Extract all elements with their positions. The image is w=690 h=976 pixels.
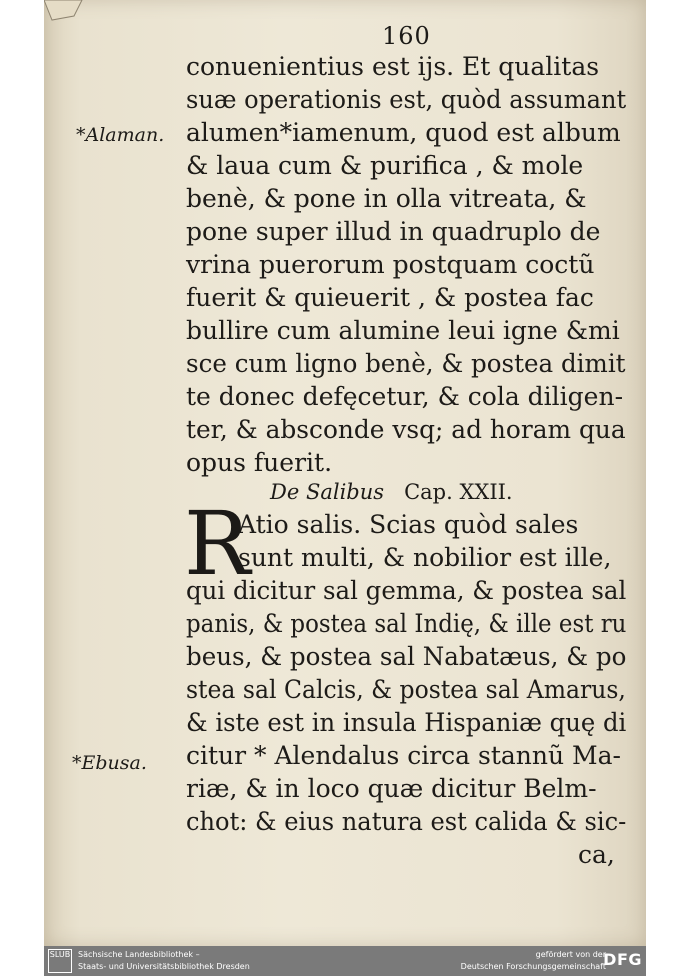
page-number: 160: [382, 22, 431, 50]
text-line: & iste est in insula Hispaniæ quę di: [186, 708, 627, 737]
funding-line1: gefördert von der: [535, 950, 606, 959]
text-line: sunt multi, & nobilior est ille,: [238, 543, 612, 572]
text-line: riæ, & in loco quæ dicitur Belm-: [186, 774, 597, 803]
funding-line2: Deutschen Forschungsgemeinschaft: [460, 962, 606, 971]
margin-note-alaman: *Alaman.: [76, 124, 165, 146]
library-credit: [78, 949, 250, 973]
dfg-logo: DFG: [603, 950, 642, 969]
funding-credit: [461, 949, 606, 973]
library-name-line2: Staats- und Universitätsbibliothek Dresden: [78, 962, 250, 971]
text-line: bullire cum alumine leui igne &mi: [186, 316, 620, 345]
text-line: ca,: [578, 840, 615, 869]
library-name-line1: Sächsische Landesbibliothek –: [78, 950, 200, 959]
text-line: sce cum ligno benè, & postea dimit: [186, 349, 626, 378]
text-line: suæ operationis est, quòd assumant: [186, 85, 627, 114]
text-line: pone super illud in quadruplo de: [186, 217, 601, 246]
text-line: benè, & pone in olla vitreata, &: [186, 184, 587, 213]
slub-logo: SLUB: [48, 949, 72, 973]
text-line: beus, & postea sal Nabatæus, & po: [186, 642, 627, 671]
chapter-heading: [270, 480, 513, 504]
text-line: ter, & absconde vsq; ad horam qua: [186, 415, 626, 444]
text-line: vrina puerorum postquam coctũ: [186, 250, 595, 279]
folded-corner-icon: [44, 0, 84, 22]
footer-bar: [44, 946, 646, 976]
text-line: citur * Alendalus circa stannũ Ma-: [186, 741, 621, 770]
text-line: Atio salis. Scias quòd sales: [238, 510, 579, 539]
text-line: chot: & eius natura est calida & sic-: [186, 807, 627, 836]
text-line: stea sal Calcis, & postea sal Amarus,: [186, 675, 626, 704]
drop-cap: R: [184, 492, 251, 595]
text-line: qui dicitur sal gemma, & postea sal: [186, 576, 627, 605]
text-line: alumen*iamenum, quod est album: [186, 118, 621, 147]
text-line: opus fuerit.: [186, 448, 333, 477]
text-line: te donec defęcetur, & cola diligen-: [186, 382, 624, 411]
chapter-number: Cap. XXII.: [404, 480, 513, 504]
margin-note-ebusa: *Ebusa.: [72, 752, 147, 774]
text-line: fuerit & quieuerit , & postea fac: [186, 283, 594, 312]
text-line: conuenientius est ijs. Et qualitas: [186, 52, 600, 81]
chapter-title: De Salibus: [270, 480, 385, 504]
text-line: panis, & postea sal Indię, & ille est ru: [186, 609, 627, 638]
text-line: & laua cum & purifica , & mole: [186, 151, 584, 180]
